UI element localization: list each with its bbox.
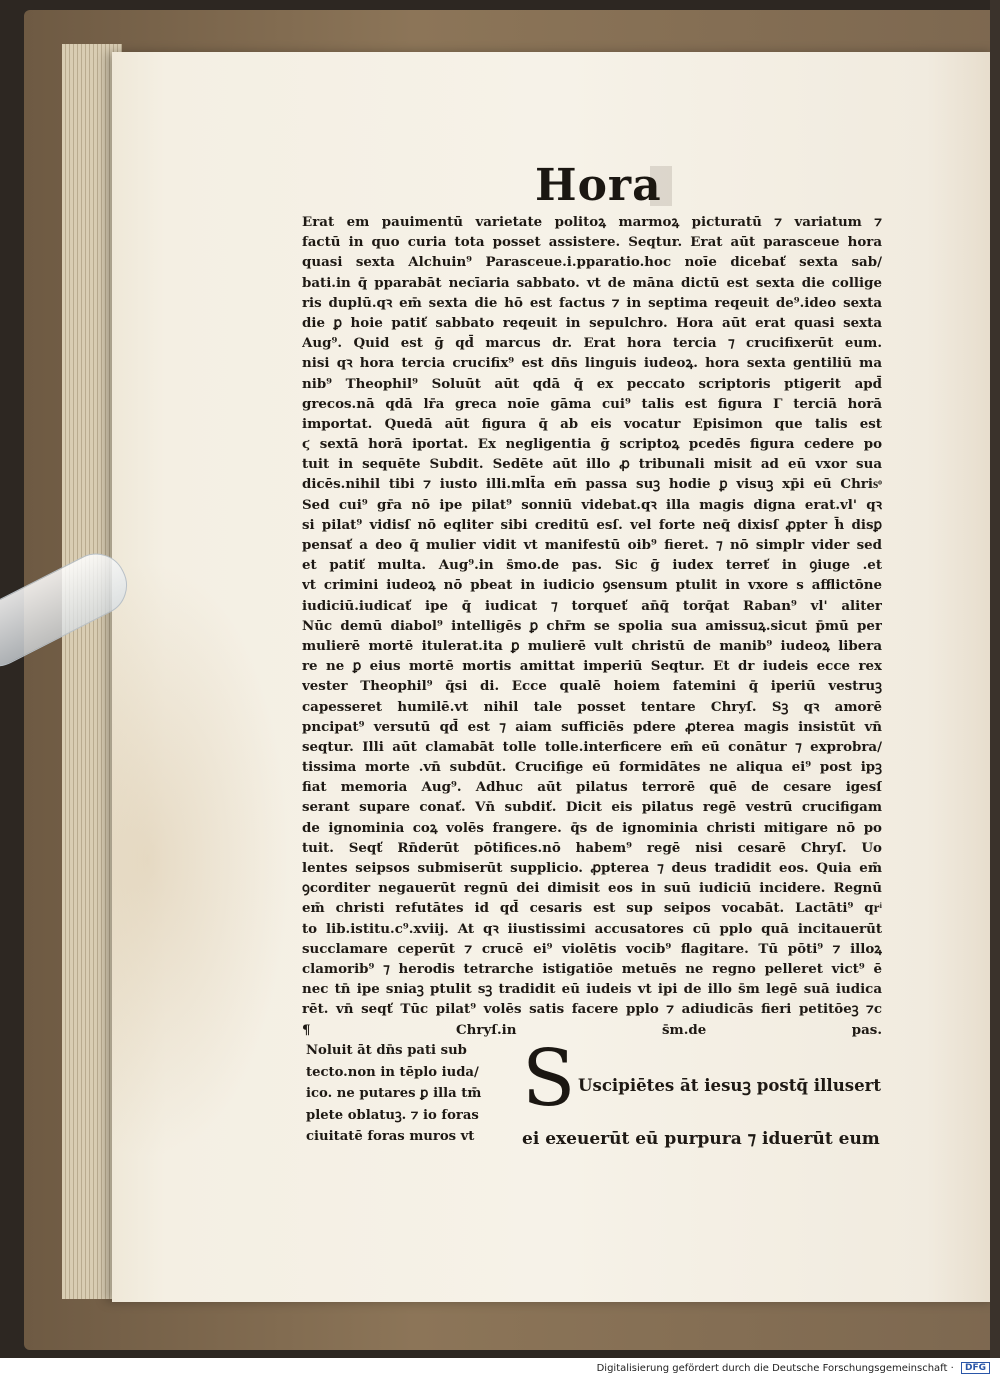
text-line: dicēs.nihil tibi ⁊ iusto illi.mlt̄a em̄ passa suꝫ hodie ꝑ visuꝫ xp̄i eū Chrisͦ xyxy=(302,476,882,493)
text-line: tecto.non in tēplo iuda/ xyxy=(306,1064,479,1080)
main-text-block xyxy=(302,212,882,1040)
page-heading: Hora xyxy=(535,160,662,211)
text-line: ei exeuerūt eū purpura ⁊ iduerūt eum xyxy=(522,1129,880,1149)
text-line: to lib.istitu.c⁹.xviij. At qꝛ iiustissimi accusatores cū pplo quā incitauerūt xyxy=(302,920,882,937)
text-line: grecos.nā qdā lr̄a greca noīe gāma cui⁹ talis est figura Γ terciā horā xyxy=(302,395,882,412)
text-line: clamorib⁹ ⁊ herodis tetrarche istigatiōe metuēs ne regno pelleret vict⁹ ē xyxy=(302,960,882,977)
text-line: re ne ꝑ eius mortē mortis amittat imperiū Seqtur. Et dr iudeis ecce rex xyxy=(302,658,882,675)
dfg-logo: DFG xyxy=(961,1362,990,1374)
footer-text: Digitalisierung gefördert durch die Deutsche Forschungsgemeinschaft · xyxy=(596,1363,954,1374)
text-line: ris duplū.qꝛ em̄ sexta die hō est factus ⁊ in septima reqeuit de⁹.ideo sexta xyxy=(302,294,882,311)
page-stain xyxy=(112,560,292,1160)
text-line: die ꝑ hoie patiť sabbato reqeuit in sepulchro. Hora aūt erat quasi sexta xyxy=(302,314,882,331)
text-line: ¶ Chryſ.in s̄m.de pas. xyxy=(302,1021,882,1038)
show-through-mark xyxy=(650,166,672,206)
text-line: importat. Quedā aūt figura q̄ ab eis vocatur Episimon que talis est xyxy=(302,415,882,432)
text-line: seqtur. Illi aūt clamabāt tolle tolle.interficere em̄ eū conātur ⁊ exprobra/ xyxy=(302,738,882,755)
text-line: fiat memoria Aug⁹. Adhuc aūt pilatus terrorē quē de cesare igesſ xyxy=(302,779,882,796)
text-line: Nūc demū diabol⁹ intelligēs ꝑ chr̄m se spolia sua amissuꝝ.sicut p̄mū per xyxy=(302,617,882,634)
text-line: tissima morte .vn̄ subdūt. Crucifige eū formidātes ne aliqua ei⁹ post ipꝫ xyxy=(302,759,882,776)
text-line: Erat em pauimentū varietate politoꝝ marmoꝝ picturatū ⁊ variatum ⁊ xyxy=(302,214,882,230)
text-line: nisi qꝛ hora tercia crucifix⁹ est dn̄s linguis iudeoꝝ. hora sexta gentiliū ma xyxy=(302,355,882,372)
text-line: ico. ne putares ꝑ illa tm̄ xyxy=(306,1086,482,1101)
text-line: factū in quo curia tota posset assistere. Seqtur. Erat aūt parasceue hora xyxy=(302,234,882,251)
text-line: mulierē mortē itulerat.ita ꝑ mulierē vult christū de manib⁹ iudeoꝝ libera xyxy=(302,637,882,654)
text-line: ciuitatē foras muros vt xyxy=(306,1129,475,1144)
text-line: tuit. Seqť Rn̄derūt pōtifices.nō habem⁹ regē nisi cesarē Chryſ. Uo xyxy=(302,839,882,856)
text-line: quasi sexta Alchuin⁹ Parasceue.i.pparatio.hoc noīe dicebať sexta sab/ xyxy=(302,254,882,271)
text-line: Sed cui⁹ gr̄a nō ipe pilat⁹ sonniū videbat.qꝛ illa magis digna erat.vl' qꝛ xyxy=(302,496,882,513)
footer-credit xyxy=(597,1362,990,1374)
text-line: serant supare conať. Vn̄ subdiť. Dicit eis pilatus regē vestrū crucifigam xyxy=(302,799,882,816)
text-line: pensať a deo q̄ mulier vidit vt manifestū oib⁹ fieret. ⁊ nō simplr vider sed xyxy=(302,537,882,553)
text-line: capesseret humilē.vt nihil tale posset tentare Chryſ. Sꝫ qꝛ amorē xyxy=(302,698,882,715)
text-line: de ignominia coꝝ volēs frangere. q̄s de ignominia christi mitigare nō po xyxy=(302,819,882,836)
text-line: succlamare ceperūt ⁊ crucē ei⁹ violētis vocib⁹ flagitare. Tū pōti⁹ ⁊ illoꝝ xyxy=(302,940,882,957)
left-column xyxy=(306,1040,512,1148)
text-line: Uscipiētes āt iesuꝫ postq̄ illusert xyxy=(578,1075,882,1095)
text-line: tuit in sequēte Subdit. Sedēte aūt illo ꝓ tribunali misit ad eū vxor sua xyxy=(302,456,882,473)
text-line: ϛ sextā horā iportat. Ex negligentia ḡ scriptoꝝ pcedēs figura cedere po xyxy=(302,436,882,453)
text-line: nec tn̄ ipe sniaꝫ ptulit sꝫ tradidit eū iudeis vt ipi de illo s̄m legē suā iudica xyxy=(302,981,882,998)
text-line: rēt. vn̄ seqť Tūc pilat⁹ volēs satis facere pplo ⁊ adiudicās fieri petitōeꝫ ⁊c xyxy=(302,1001,882,1018)
text-line: ꝯcorditer negauerūt regnū dei dimisit eos in suū iudiciū incidere. Regnū xyxy=(302,880,882,897)
text-line: vester Theophil⁹ q̄si di. Ecce qualē hoiem fatemini q̄ iperiū vestruꝫ xyxy=(302,678,882,695)
text-line: bati.in q̄ pparabāt necīaria sabbato. vt de māna dictū est sexta die collige xyxy=(302,274,882,291)
text-line: Aug⁹. Quid est ḡ qd̄ marcus dr. Erat hora tercia ⁊ crucifixerūt eum. xyxy=(302,335,882,352)
text-line: Noluit āt dn̄s pati sub xyxy=(306,1043,467,1058)
book-right-edge xyxy=(990,0,1000,1358)
right-column xyxy=(522,1068,883,1149)
drop-cap: S xyxy=(522,1034,576,1124)
text-line: plete oblatuꝫ. ⁊ io foras xyxy=(306,1107,479,1123)
text-line: iudiciū.iudicať ipe q̄ iudicat ⁊ torqueť an̄q̄ torq̄at Raban⁹ vl' aliter xyxy=(302,597,882,614)
text-line: nib⁹ Theophil⁹ Soluūt aūt qdā q̄ ex peccato scriptoris ptigerit apd̄ xyxy=(302,375,882,392)
text-line: lentes seipsos submiserūt supplicio. ꝓpterea ⁊ deus tradidit eos. Quia em̄ xyxy=(302,860,882,876)
text-line: pncipat⁹ versutū qd̄ est ⁊ aiam sufficiēs pdere ꝓterea magis insistūt vn̄ xyxy=(302,718,882,735)
text-line: si pilat⁹ vidisſ nō eqliter sibi creditū esſ. vel forte neq̄ dixisſ ꝓpter h̄ disꝑ xyxy=(302,516,882,533)
text-line: et patiť multa. Aug⁹.in s̄mo.de pas. Sic ḡ iudex terreť in ꝯiuge .et xyxy=(302,557,882,574)
text-line: em̄ christi refutātes id qd̄ cesaris est sup seipos vocabāt. Lactāti⁹ qrͥ xyxy=(302,900,882,917)
text-line: vt crimini iudeoꝝ nō pbeat in iudicio ꝯsensum ptulit in vxore s afflictōne xyxy=(302,577,882,594)
